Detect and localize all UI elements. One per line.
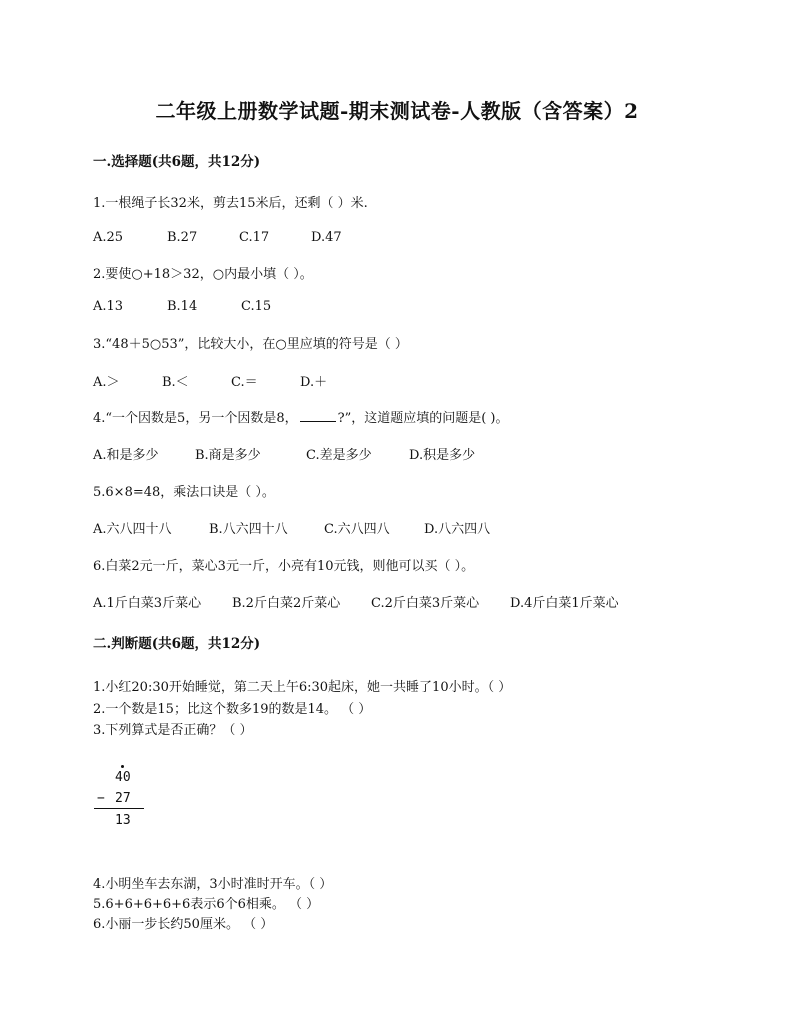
borrow-dot — [121, 765, 124, 768]
option: A.＞ — [93, 375, 120, 390]
section-title-judge: 二.判断题(共6题，共12分) — [93, 636, 261, 652]
option: A.1斤白菜3斤菜心 — [93, 596, 202, 611]
option: C.2斤白菜3斤菜心 — [371, 596, 480, 611]
option: B.27 — [167, 230, 198, 245]
option: C.差是多少 — [306, 448, 372, 463]
choice-options-2 — [93, 299, 271, 314]
option: D.积是多少 — [409, 448, 476, 463]
choice-question-4 — [93, 407, 509, 426]
judge-question-4: 4.小明坐车去东湖，3小时准时开车。（ ） — [93, 877, 333, 892]
choice-question-1: 1.一根绳子长32米，剪去15米后，还剩（ ）米. — [93, 196, 368, 211]
option: C.15 — [241, 299, 272, 314]
subtraction-line — [94, 808, 144, 809]
section-title-choice: 一.选择题(共6题，共12分) — [93, 154, 261, 170]
subtraction-operator: − — [97, 791, 105, 806]
option: C.17 — [239, 230, 270, 245]
judge-question-2: 2.一个数是15；比这个数多19的数是14。 （ ） — [93, 702, 372, 717]
question-text: 4.“一个因数是5，另一个因数是8， — [93, 411, 298, 426]
choice-options-4 — [93, 444, 475, 463]
option: C.六八四八 — [324, 522, 390, 537]
judge-question-1: 1.小红20:30开始睡觉，第二天上午6:30起床，她一共睡了10小时。（ ） — [93, 680, 512, 695]
choice-options-5 — [93, 518, 490, 537]
option: D.八六四八 — [424, 522, 491, 537]
option: B.2斤白菜2斤菜心 — [232, 596, 341, 611]
choice-question-6: 6.白菜2元一斤，菜心3元一斤，小亮有10元钱，则他可以买（ ）。 — [93, 559, 475, 574]
answer-blank — [300, 409, 336, 422]
choice-question-5: 5.6×8=48，乘法口诀是（ ）。 — [93, 485, 275, 500]
option: D.＋ — [300, 375, 328, 390]
subtraction-result: 13 — [115, 813, 131, 828]
option: B.＜ — [162, 375, 189, 390]
judge-question-3: 3.下列算式是否正确？（ ） — [93, 723, 253, 738]
option: B.商是多少 — [195, 448, 261, 463]
option: D.4斤白菜1斤菜心 — [510, 596, 619, 611]
subtraction-top: 40 — [115, 770, 131, 785]
judge-question-6: 6.小丽一步长约50厘米。 （ ） — [93, 917, 274, 932]
option: D.47 — [311, 230, 342, 245]
option: A.六八四十八 — [93, 522, 172, 537]
choice-question-2: 2.要使○+18＞32，○内最小填（ ）。 — [93, 267, 313, 282]
option: A.13 — [93, 299, 124, 314]
choice-options-6 — [93, 592, 619, 611]
judge-question-5: 5.6+6+6+6+6表示6个6相乘。 （ ） — [93, 897, 320, 912]
choice-options-3 — [93, 371, 327, 390]
page-title: 二年级上册数学试题-期末测试卷-人教版（含答案）2 — [155, 99, 639, 123]
option: C.＝ — [231, 375, 258, 390]
option: A.25 — [93, 230, 124, 245]
question-text: ?”，这道题应填的问题是( )。 — [337, 411, 509, 426]
subtraction-bottom: 27 — [115, 791, 131, 806]
option: A.和是多少 — [93, 448, 159, 463]
choice-options-1 — [93, 230, 342, 245]
option: B.14 — [167, 299, 198, 314]
option: B.八六四十八 — [209, 522, 288, 537]
choice-question-3: 3.“48＋5○53”，比较大小，在○里应填的符号是（ ） — [93, 337, 408, 352]
